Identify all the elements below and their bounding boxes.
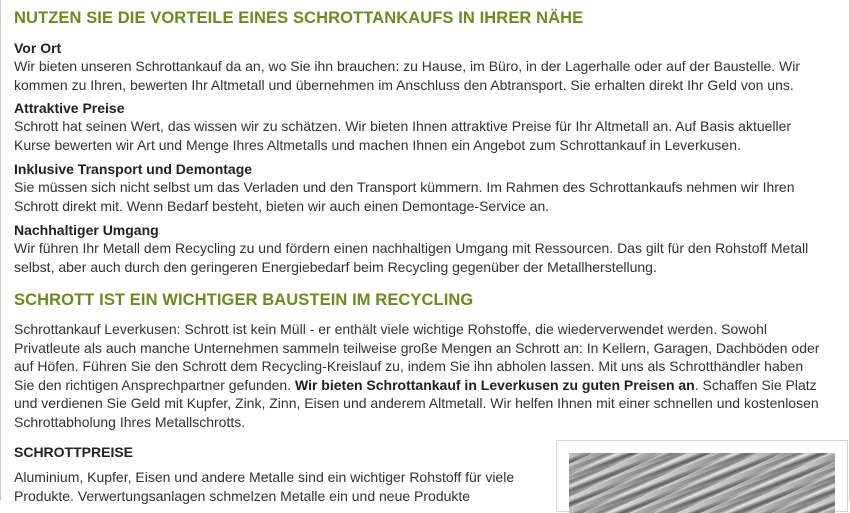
benefit-text: Wir bieten unseren Schrottankauf da an, wo Sie ihn brauchen: zu Hause, im Büro, in der Lagerhalle oder auf der Baustelle. Wir kommen zu Ihren, bewerten Ihr Altmetall und übernehmen im Anschluss den Abtransport. Sie erhalten direkt Ihr Geld von uns.	[14, 58, 800, 93]
benefit-attraktive-preise	[14, 99, 826, 154]
benefit-vor-ort	[14, 39, 826, 94]
recycling-text-end: . Schaffen Sie Platz und verdienen Sie Geld mit Kupfer, Zink, Zinn, Eisen und anderem Altmetall. Wir helfen Ihnen mit einer schnellen und kostenlosen Schrottabholung Ihres Metallschrotts.	[14, 376, 819, 430]
benefit-title: Vor Ort	[14, 40, 62, 56]
benefit-title: Attraktive Preise	[14, 100, 125, 116]
recycling-text-start: Schrottankauf Leverkusen: Schrott ist kein Müll - er enthält viele wichtige Rohstoffe, die wiederverwendet werden. Sowohl Privatleute als auch manche Unternehmen sammeln teilweise große Mengen an Schrott an: In Kellern, Garagen, Dachböden oder auf Höfen. Führen Sie den Schrott dem Recycling-Kreislauf zu, indem Sie ihn abholen lassen. Mit uns als Schrotthändler haben Sie den richtigen Ansprechpartner gefunden.	[14, 321, 820, 393]
benefit-title: Nachhaltiger Umgang	[14, 222, 159, 238]
benefit-text: Wir führen Ihr Metall dem Recycling zu und fördern einen nachhaltigen Umgang mit Ressourcen. Das gilt für den Rohstoff Metall selbst, aber auch durch den geringeren Energiebedarf beim Recycling gegenüber der Metallherstellung.	[14, 240, 809, 275]
section-heading-schrottpreise: SCHROTTPREISE	[14, 444, 134, 460]
schrottpreise-text: Aluminium, Kupfer, Eisen und andere Metalle sind ein wichtiger Rohstoff für viele Produkte. Verwertungsanlagen schmelzen Metalle ein und neue Produkte	[14, 469, 515, 504]
benefit-text: Schrott hat seinen Wert, das wissen wir zu schätzen. Wir bieten Ihnen attraktive Preise für Ihr Altmetall an. Auf Basis aktueller Kurse bewerten wir Art und Menge Ihres Altmetalls und machen Ihnen ein Angebot zum Schrottankauf in Leverkusen.	[14, 118, 792, 153]
recycling-text-bold: Wir bieten Schrottankauf in Leverkusen zu guten Preisen an	[294, 376, 695, 393]
section-heading-recycling: SCHROTT IST EIN WICHTIGER BAUSTEIN IM RECYCLING	[14, 291, 474, 309]
section-heading-vorteile: NUTZEN SIE DIE VORTEILE EINES SCHROTTANKAUFS IN IHRER NÄHE	[14, 9, 584, 27]
steel-cable-image	[569, 453, 835, 513]
benefit-title: Inklusive Transport und Demontage	[14, 161, 253, 177]
image-frame	[556, 440, 848, 512]
recycling-paragraph	[14, 320, 826, 431]
benefit-text: Sie müssen sich nicht selbst um das Verladen und den Transport kümmern. Im Rahmen des Schrottankaufs nehmen wir Ihren Schrott direkt mit. Wenn Bedarf besteht, bieten wir auch einen Demontage-Service an.	[14, 179, 795, 214]
benefit-nachhaltiger-umgang	[14, 221, 826, 276]
benefit-transport-demontage	[14, 160, 826, 215]
